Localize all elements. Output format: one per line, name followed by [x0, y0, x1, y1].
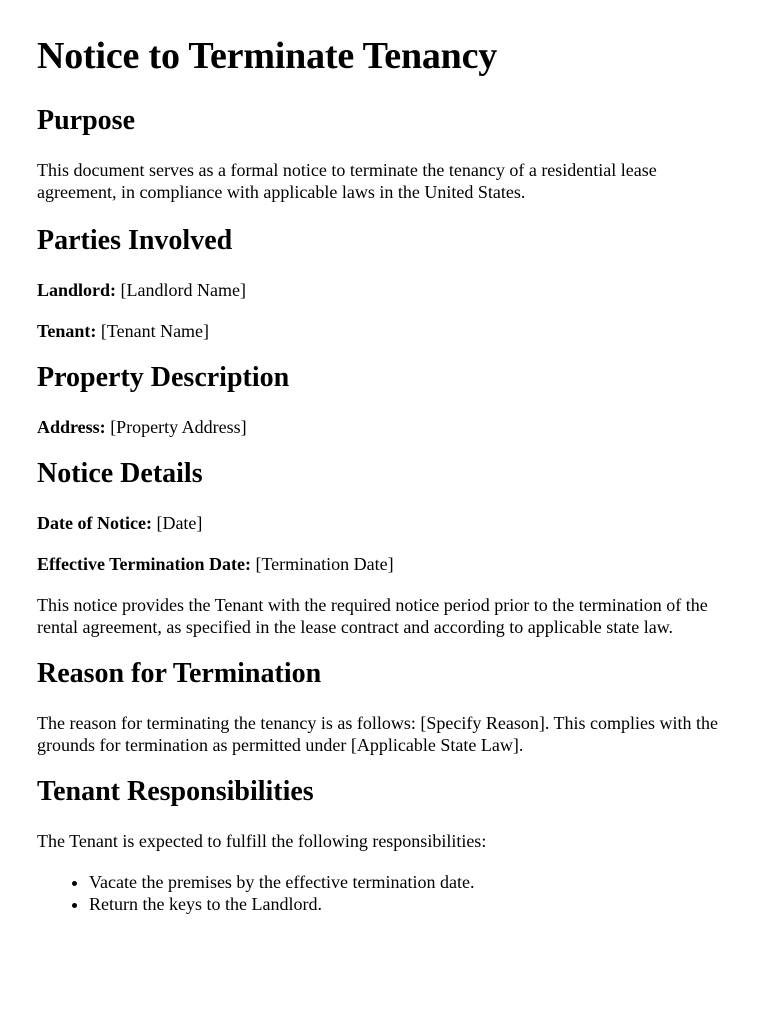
purpose-section: [37, 105, 733, 203]
responsibilities-list: [37, 871, 733, 915]
landlord-line: [37, 279, 733, 301]
notice-section: [37, 458, 733, 638]
purpose-text: This document serves as a formal notice to terminate the tenancy of a residential lease agreement, in compliance with applicable laws in the United States.: [37, 160, 657, 202]
effective-date-label: Effective Termination Date:: [37, 554, 251, 574]
landlord-value: [Landlord Name]: [120, 280, 246, 300]
address-value: [Property Address]: [110, 417, 247, 437]
parties-section: [37, 225, 733, 342]
list-item: • Vacate the premises by the effective termination date.: [89, 871, 733, 893]
notice-date-line: [37, 512, 733, 534]
tenant-line: [37, 320, 733, 342]
notice-date-label: Date of Notice:: [37, 513, 152, 533]
reason-heading: Reason for Termination: [37, 658, 322, 689]
notice-text: This notice provides the Tenant with the required notice period prior to the termination of the rental agreement, as specified in the lease contract and according to applicable state law.: [37, 595, 708, 637]
responsibilities-heading: Tenant Responsibilities: [37, 776, 314, 807]
purpose-heading: Purpose: [37, 105, 135, 136]
address-line: [37, 416, 733, 438]
property-heading: Property Description: [37, 362, 290, 393]
notice-date-value: [Date]: [156, 513, 203, 533]
tenant-label: Tenant:: [37, 321, 97, 341]
document-title: Notice to Terminate Tenancy: [37, 35, 498, 77]
reason-section: [37, 658, 733, 756]
effective-date-line: [37, 553, 733, 575]
responsibilities-intro: The Tenant is expected to fulfill the following responsibilities:: [37, 831, 487, 851]
notice-heading: Notice Details: [37, 458, 203, 489]
reason-text: The reason for terminating the tenancy is as follows: [Specify Reason]. This complies with the grounds for termination as permitted under [Applicable State Law].: [37, 713, 719, 755]
property-section: [37, 362, 733, 438]
responsibilities-section: [37, 776, 733, 915]
effective-date-value: [Termination Date]: [255, 554, 394, 574]
tenant-value: [Tenant Name]: [100, 321, 210, 341]
address-label: Address:: [37, 417, 106, 437]
parties-heading: Parties Involved: [37, 225, 233, 256]
list-item: • Return the keys to the Landlord.: [89, 893, 733, 915]
landlord-label: Landlord:: [37, 280, 117, 300]
